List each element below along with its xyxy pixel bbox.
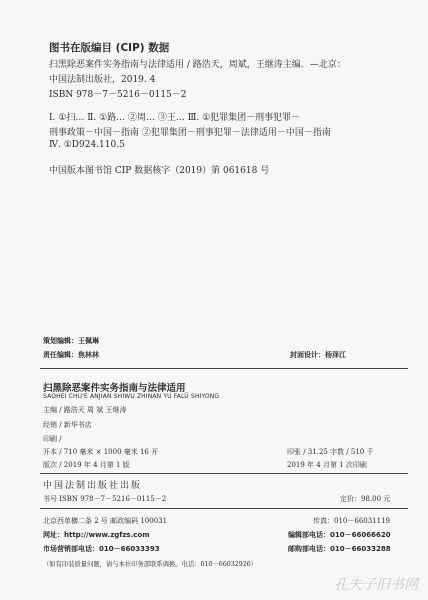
book-printer: 印刷 / (43, 435, 62, 443)
cip-line-6: Ⅳ. ①D924.110.5 (49, 140, 125, 150)
cip-heading: 图书在版编目 (CIP) 数据 (49, 42, 170, 54)
book-impression: 2019 年 4 月第 1 次印刷 (287, 461, 367, 469)
isbn: 书号 ISBN 978－7－5216－0115－2 (43, 495, 167, 503)
address: 北京西单横二条 2 号 邮政编码 100031 (43, 517, 168, 525)
lower-divider (40, 508, 408, 509)
website: 网址：http://www.zgfzs.com (43, 531, 150, 539)
book-title: 扫黑除恶案件实务指南与法律适用 (43, 383, 186, 394)
cip-line-2: 中国法制出版社，2019. 4 (49, 75, 156, 85)
book-title-pinyin: SAOHEI CHU'E ANJIAN SHIWU ZHINAN YU FALÜ SHIYONG (43, 393, 220, 400)
publisher-name: 中国法制出版社出版 (43, 481, 143, 491)
book-editors: 主编 / 路浩天 周 斌 王继涛 (43, 406, 127, 414)
watermark: 孔夫子旧书网 (334, 577, 418, 593)
middle-divider (40, 473, 408, 474)
book-distributor: 经销 / 新华书店 (43, 421, 92, 429)
cip-line-4: Ⅰ. ①扫… Ⅱ. ①路… ②周… ③王… Ⅲ. ①犯罪集团－刑事犯罪－ (49, 113, 301, 123)
book-sheets: 印张 / 31.25 字数 / 510 千 (287, 448, 374, 456)
edit-phone: 编辑部电话：010－66066620 (288, 531, 391, 539)
cip-line-7: 中国版本图书馆 CIP 数据核字（2019）第 061618 号 (49, 166, 270, 176)
price: 定价：98.00 元 (340, 495, 391, 503)
cover-designer: 封面设计：杨泽江 (290, 351, 346, 359)
planning-editor: 策划编辑：王佩琳 (43, 337, 99, 345)
responsible-editor: 责任编辑：焦林林 (43, 351, 99, 359)
cip-line-3: ISBN 978－7－5216－0115－2 (49, 90, 187, 100)
book-format: 开本 / 710 毫米 × 1000 毫米 16 开 (43, 448, 159, 456)
book-edition: 版次 / 2019 年 4 月第 1 版 (43, 461, 130, 469)
cip-line-1: 扫黑除恶案件实务指南与法律适用 / 路浩天，周斌，王继涛主编．—北京： (49, 60, 346, 70)
quality-note: （如有印装质量问题，请与本社印务部联系调换。电话：010－66032926） (43, 561, 258, 568)
cip-line-5: 刑事政策－中国－指南 ②犯罪集团－刑事犯罪－法律适用－中国－指南 (49, 128, 331, 138)
marketing-phone: 市场营销部电话：010－66033393 (43, 545, 160, 553)
mail-phone: 邮购部电话：010－66033288 (288, 545, 391, 553)
top-divider (40, 368, 408, 369)
fax: 传真：010－66031119 (313, 517, 390, 525)
